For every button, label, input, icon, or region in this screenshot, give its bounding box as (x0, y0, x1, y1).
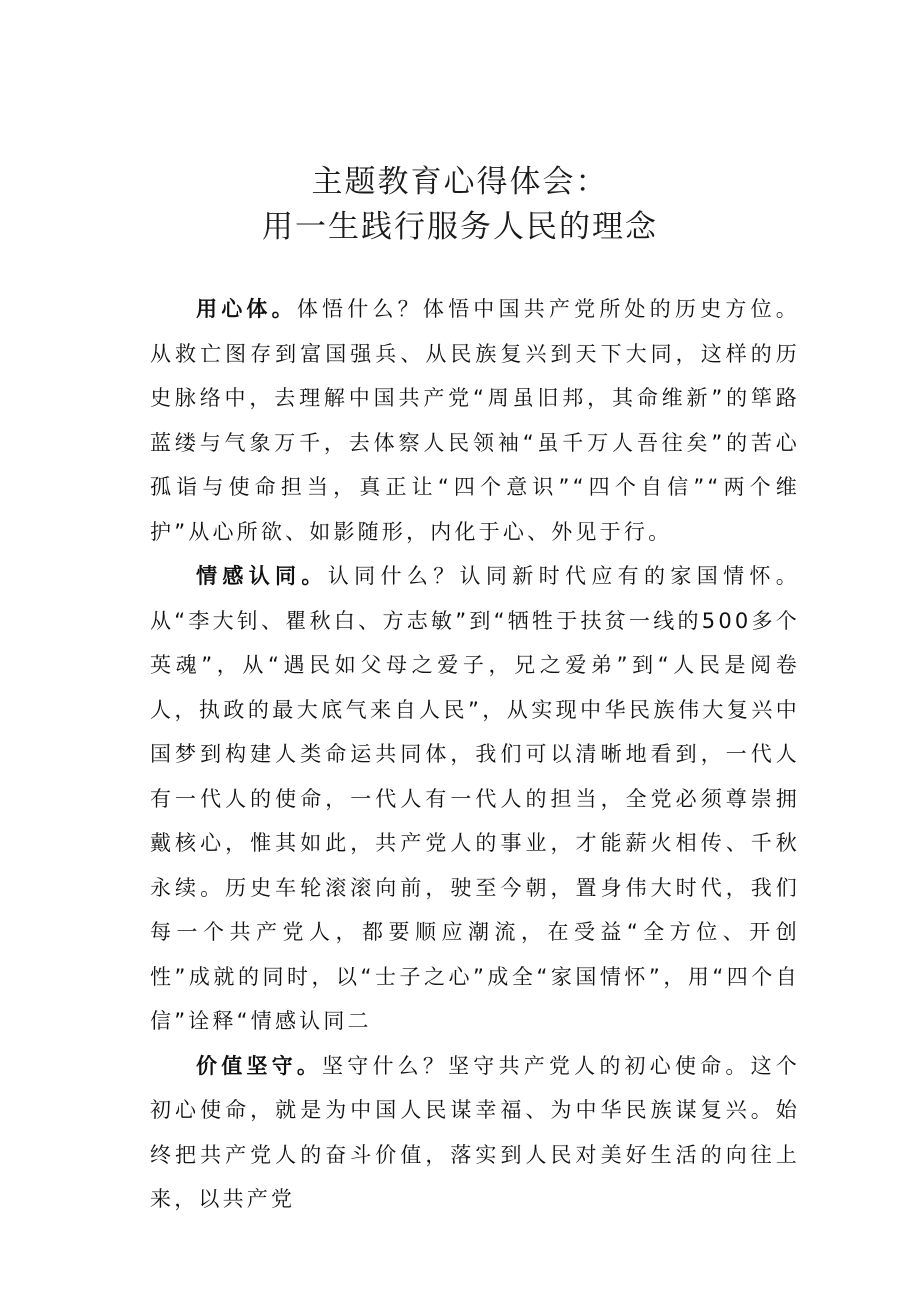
document-body (150, 287, 800, 1222)
paragraph-1 (150, 287, 800, 554)
paragraph-3-text: 坚守什么？坚守共产党人的初心使命。这个初心使命，就是为中国人民谋幸福、为中华民族谋复兴。始终把共产党人的奋斗价值，落实到人民对美好生活的向往上来，以共产党 (150, 1053, 800, 1211)
paragraph-2-text: 认同什么？认同新时代应有的家国情怀。从“李大钊、瞿秋白、方志敏”到“牺牲于扶贫一线的500多个英魂”，从“遇民如父母之爱子，兄之爱弟”到“人民是阅卷人，执政的最大底气来自人民”，从实现中华民族伟大复兴中国梦到构建人类命运共同体，我们可以清晰地看到，一代人有一代人的使命，一代人有一代人的担当，全党必须尊崇拥戴核心，惟其如此，共产党人的事业，才能薪火相传、千秋永续。历史车轮滚滚向前，驶至今朝，置身伟大时代，我们每一个共产党人，都要顺应潮流，在受益“全方位、开创性”成就的同时，以“士子之心”成全“家国情怀”，用“四个自信”诠释“情感认同二 (150, 564, 800, 1033)
paragraph-1-lead: 用心体。 (196, 297, 297, 321)
paragraph-3 (150, 1044, 800, 1222)
paragraph-3-lead: 价值坚守。 (196, 1053, 323, 1078)
title-line-2: 用一生践行服务人民的理念 (262, 209, 658, 245)
paragraph-2 (150, 554, 800, 1044)
paragraph-2-lead: 情感认同。 (196, 564, 328, 588)
document-title (0, 160, 920, 250)
title-line-1: 主题教育心得体会： (311, 164, 609, 200)
paragraph-1-text: 体悟什么？体悟中国共产党所处的历史方位。从救亡图存到富国强兵、从民族复兴到天下大同，这样的历史脉络中，去理解中国共产党“周虽旧邦，其命维新”的筚路蓝缕与气象万千，去体察人民领袖“虽千万人吾往矣”的苦心孤诣与使命担当，真正让“四个意识”“四个自信”“两个维护”从心所欲、如影随形，内化于心、外见于行。 (150, 297, 800, 544)
